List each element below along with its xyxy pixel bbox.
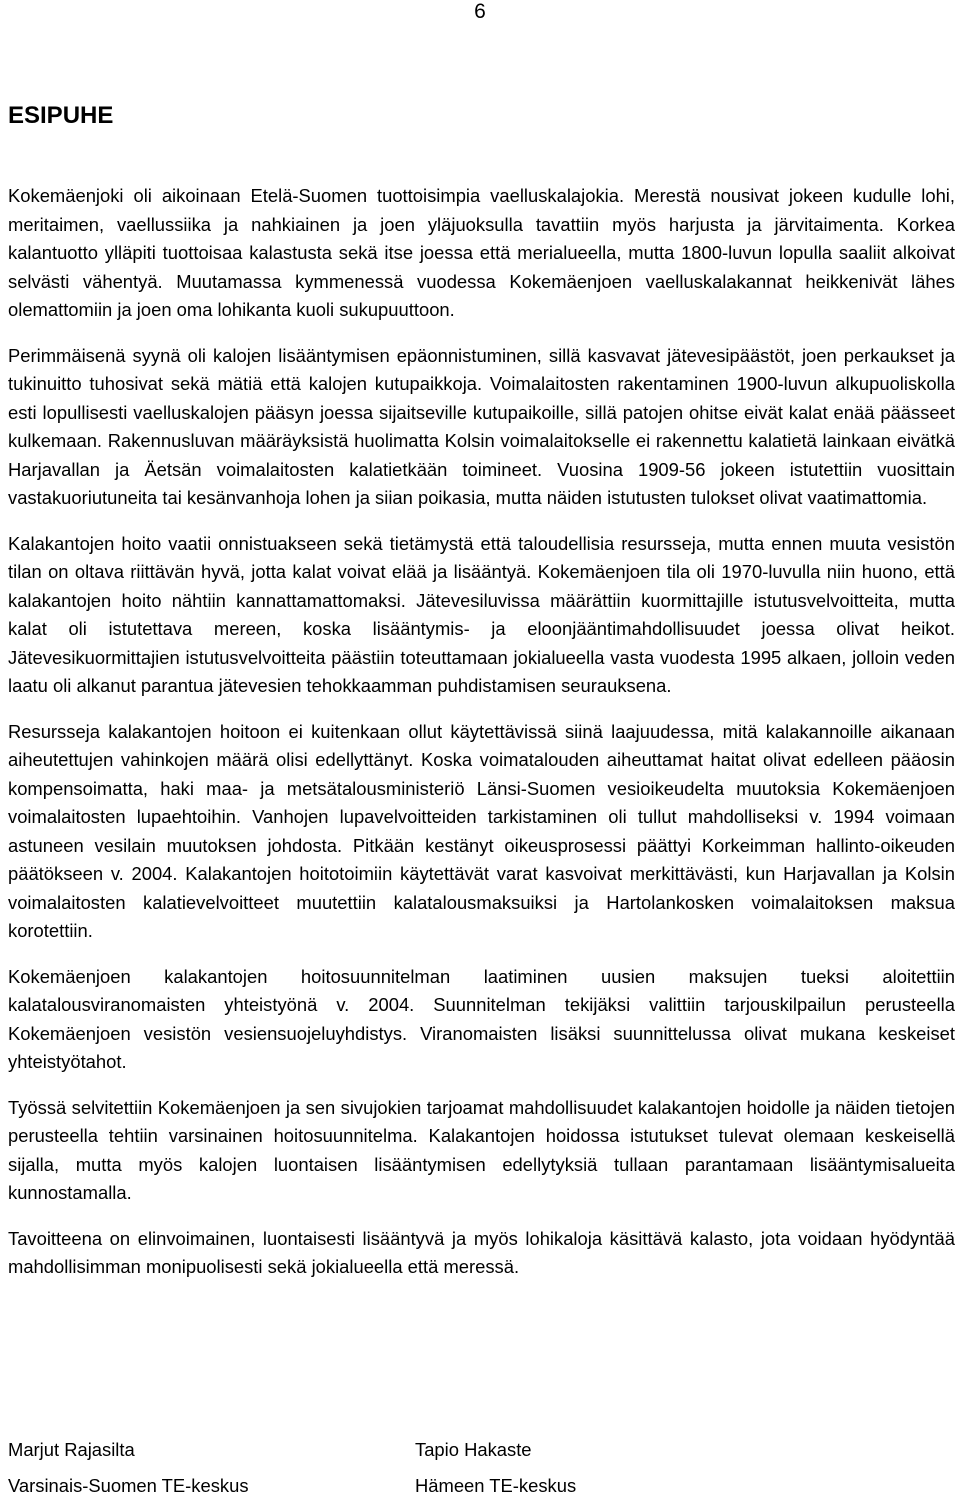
paragraph-6: Työssä selvitettiin Kokemäenjoen ja sen sivujokien tarjoamat mahdollisuudet kalakantojen hoidolle ja näiden tietojen perusteella tehtiin varsinainen hoitosuunnitelma. Kalakantojen hoidossa istutukset tulevat olemaan keskeisellä sijalla, mutta myös kalojen luontaisen lisääntymisen edellytyksiä tullaan parantamaan lisääntymisalueita kunnostamalla. [8,1096,955,1203]
signature-name: Marjut Rajasilta [8,1439,135,1460]
paragraph-2: Perimmäisenä syynä oli kalojen lisääntymisen epäonnistuminen, sillä kasvavat jätevesipäästöt, joen perkaukset ja tukinuitto tuhosivat sekä mätiä että kalojen kutupaikkoja. Voimalaitosten rakentaminen 1900-luvun alkupuoliskolla esti lopullisesti vaelluskalojen pääsyn joessa sijaitseville kutupaikoille, sillä patojen ohitse eivät kalat enää päässeet kulkemaan. Rakennusluvan määräyksistä huolimatta Kolsin voimalaitokselle ei rakennettu kalatietä lainkaan eivätkä Harjavallan ja Äetsän voimalaitosten kalatietkään toimineet. Vuosina 1909-56 jokeen istutettiin vuosittain vastakuoriutuneita tai kesänvanhoja lohen ja siian poikasia, mutta näiden istutusten tulokset olivat vaatimattomia. [8,344,955,508]
paragraph-5: Kokemäenjoen kalakantojen hoitosuunnitelman laatiminen uusien maksujen tueksi aloitettiin kalatalousviranomaisten yhteistyönä v. 2004. Suunnitelman tekijäksi valittiin tarjouskilpailun perusteella Kokemäenjoen vesistön vesiensuojeluyhdistys. Viranomaisten lisäksi suunnittelussa olivat mukana keskeiset yhteistyötahot. [8,965,955,1072]
signature-name: Tapio Hakaste [415,1439,532,1460]
signature-right [415,1436,576,1500]
signature-organization: Hämeen TE-keskus [415,1475,577,1496]
paragraph-1: Kokemäenjoki oli aikoinaan Etelä-Suomen tuottoisimpia vaelluskalajokia. Merestä nousivat jokeen kudulle lohi, meritaimen, vaellussiika ja nahkiainen ja joen yläjuoksulla tavattiin myös harjusta ja järvitaimenta. Korkea kalantuotto ylläpiti tuottoisaa kalastusta sekä itse joessa että merialueella, mutta 1800-luvun lopulla saaliit alkoivat selvästi vähentyä. Muutamassa kymmenessä vuodessa Kokemäenjoen vaelluskalakannat heikkenivät lähes olemattomiin ja joen oma lohikanta kuoli sukupuuttoon. [8,185,955,320]
paragraph-4: Resursseja kalakantojen hoitoon ei kuitenkaan ollut käytettävissä siinä laajuudessa, mitä kalakannoille aikanaan aiheutettujen vahinkojen määrä olisi edellyttänyt. Koska voimatalouden aiheuttamat haitat olivat edelleen pääosin kompensoimatta, haki maa- ja metsätalousministeriö Länsi-Suomen vesioikeudelta muutoksia Kokemäenjoen voimalaitosten lupaehtoihin. Vanhojen lupavelvoitteiden tarkistaminen oli tullut mahdolliseksi v. 1994 voimaan astuneen vesilain muutoksen johdosta. Pitkään kestänyt oikeusprosessi päättyi Korkeimman hallinto-oikeuden päätökseen v. 2004. Kalakantojen hoitotoimiin käytettävät varat kasvoivat merkittävästi, kun Harjavallan ja Kolsin voimalaitosten kalatievelvoitteet muutettiin kalatalousmaksuiksi ja Hartolankosken voimalaitoksen maksua korotettiin. [8,720,955,941]
page-title: ESIPUHE [8,102,114,129]
body-text [8,182,955,1299]
paragraph-7: Tavoitteena on elinvoimainen, luontaisesti lisääntyvä ja myös lohikaloja käsittävä kalasto, jota voidaan hyödyntää mahdollisimman monipuolisesti sekä jokialueella että meressä. [8,1227,955,1277]
paragraph-3: Kalakantojen hoito vaatii onnistuakseen sekä tietämystä että taloudellisia resursseja, mutta ennen muuta vesistön tilan on oltava riittävän hyvä, jotta kalat voivat elää ja lisääntyä. Kokemäenjoen tila oli 1970-luvulla niin huono, että kalakantojen hoito nähtiin kannattamattomaksi. Jätevesiluvissa määrättiin kuormittajille istutusvelvoitteita, mutta kalat oli istutettava mereen, koska lisääntymis- ja eloonjääntimahdollisuudet joessa olivat heikot. Jätevesikuormittajien istutusvelvoitteita päästiin toteuttamaan jokialueella vasta vuodesta 1995 alkaen, jolloin veden laatu oli alkanut parantua jätevesien tehokkaamman puhdistamisen seurauksena. [8,532,955,696]
signature-organization: Varsinais-Suomen TE-keskus [8,1475,249,1496]
page-number: 6 [474,0,486,23]
signature-left [8,1436,249,1500]
